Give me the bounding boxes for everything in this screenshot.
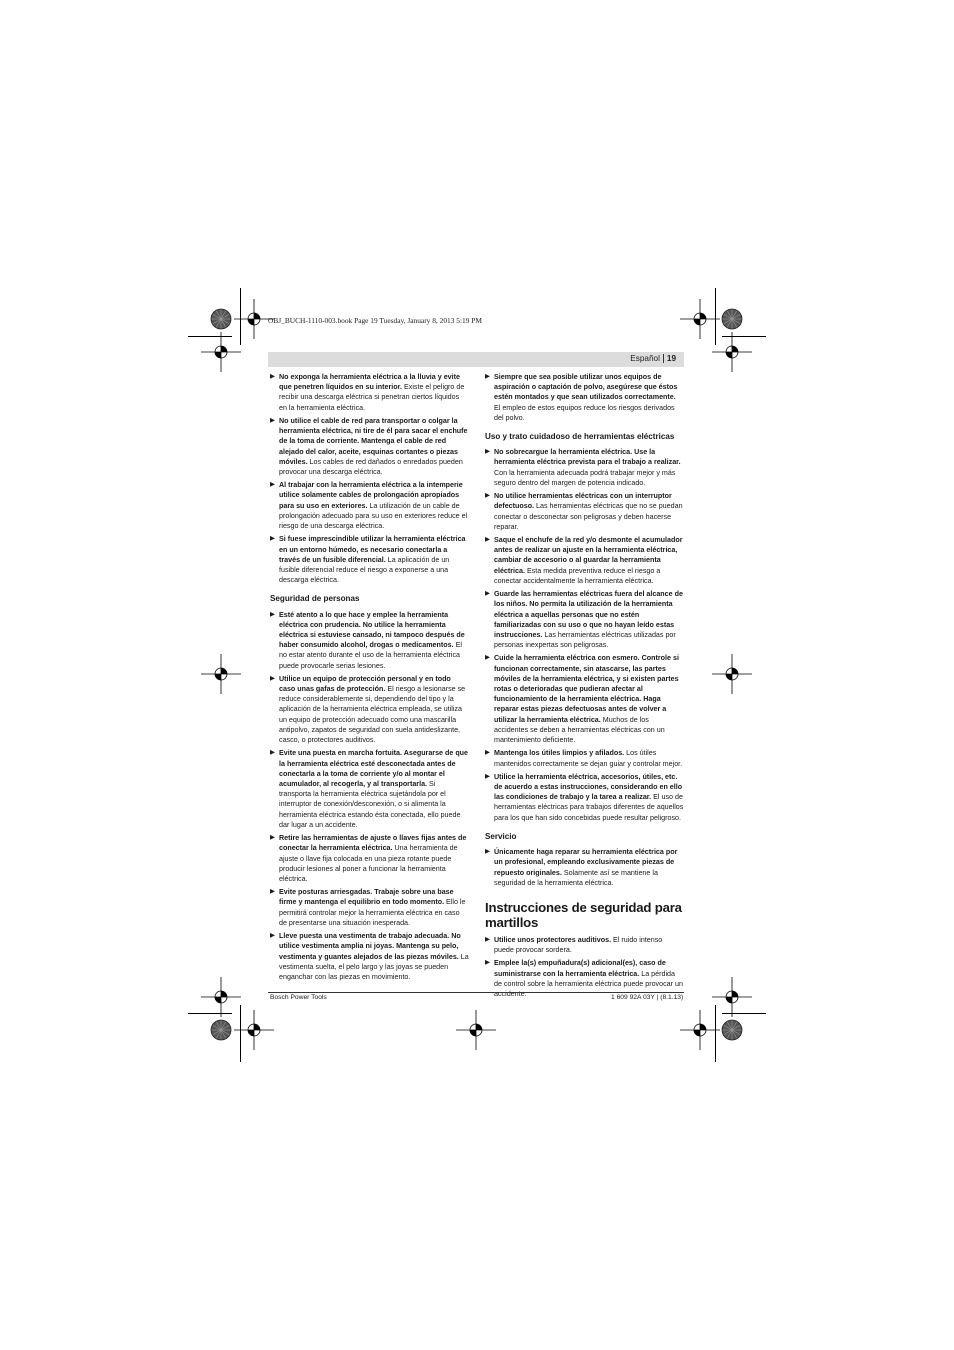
item-bold-text: Únicamente haga reparar su herramienta eléctrica por un profesional, empleando exclusivamente piezas de repuesto originales. <box>494 848 678 877</box>
list-item <box>485 535 684 586</box>
list-item <box>485 372 684 423</box>
bullet-arrow-icon: ▶ <box>270 535 275 543</box>
list-item <box>270 372 469 413</box>
item-bold-text: Evite posturas arriesgadas. Trabaje sobre una base firme y mantenga el equilibrio en todo momento. <box>279 888 454 907</box>
color-target-mark-icon <box>210 308 232 330</box>
item-text: El ruido intenso puede provocar sordera. <box>494 935 663 955</box>
item-text: Esta medida preventiva reduce el riesgo a conectar accidentalmente la herramienta eléctrica. <box>494 566 661 585</box>
bullet-arrow-icon: ▶ <box>485 848 490 856</box>
crosshair-mark-icon <box>201 654 241 694</box>
list-item <box>270 534 469 585</box>
bullet-arrow-icon: ▶ <box>270 481 275 489</box>
item-text: Las herramientas eléctricas utilizadas por personas inexpertas son peligrosas. <box>494 630 676 650</box>
trim-line <box>715 1005 716 1062</box>
item-text: Existe el peligro de recibir una descarga eléctrica si penetran ciertos líquidos en la herramienta eléctrica. <box>279 383 465 412</box>
item-bold-text: Utilice unos protectores auditivos. <box>494 935 612 944</box>
list-item <box>485 847 684 888</box>
item-text: Con la herramienta adecuada podrá trabajar mejor y más seguro dentro del margen de potencia indicado. <box>494 468 676 487</box>
item-bold-text: Esté atento a lo que hace y emplee la herramienta eléctrica con prudencia. No utilice la herramienta eléctrica si estuviese cansado, ni tampoco después de haber consumido alcohol, drogas o medicamentos. <box>279 610 465 650</box>
left-column <box>270 372 469 985</box>
right-list-a <box>485 372 684 423</box>
trim-line <box>240 288 241 345</box>
item-bold-text: Retire las herramientas de ajuste o llaves fijas antes de conectar la herramienta eléctrica. <box>279 834 467 853</box>
page-number: 19 <box>666 354 676 363</box>
item-text: Muchos de los accidentes se deben a herramientas eléctricas con un mantenimiento deficiente. <box>494 715 665 745</box>
item-bold-text: Al trabajar con la herramienta eléctrica a la intemperie utilice solamente cables de prolongación apropiados para su uso en exteriores. <box>279 481 463 510</box>
item-bold-text: Utilice un equipo de protección personal y en todo caso unas gafas de protección. <box>279 674 451 694</box>
right-column <box>485 372 684 1002</box>
color-target-mark-icon <box>721 308 743 330</box>
trim-line <box>715 288 716 345</box>
item-bold-text: Cuide la herramienta eléctrica con esmero. Controle si funcionan correctamente, sin atascarse, las partes móviles de la herramienta eléctrica, y si existen partes rotas o deterioradas que pudieran afectar al funcionamiento de la herramienta eléctrica. Haga reparar estas piezas defectuosas antes de volver a utilizar la herramienta eléctrica. <box>494 654 679 724</box>
item-text: Si transporta la herramienta eléctrica sujetándola por el interruptor de conexión/desconexión, o si alimenta la herramienta eléctrica estando ésta conectada, ello puede dar lugar a un accidente. <box>279 779 461 829</box>
color-target-mark-icon <box>721 1019 743 1041</box>
footer-left: Bosch Power Tools <box>270 994 327 1001</box>
footer-rule <box>268 992 684 993</box>
list-item <box>270 748 469 830</box>
list-item <box>270 833 469 884</box>
bullet-arrow-icon: ▶ <box>485 536 490 544</box>
bullet-arrow-icon: ▶ <box>485 772 490 780</box>
bullet-arrow-icon: ▶ <box>485 373 490 380</box>
list-item <box>485 653 684 745</box>
bullet-arrow-icon: ▶ <box>270 373 275 380</box>
bullet-arrow-icon: ▶ <box>270 932 275 940</box>
left-list-b <box>270 610 469 983</box>
header-language: Español <box>630 354 660 363</box>
page-header <box>268 352 684 367</box>
item-text: La utilización de un cable de prolongación adecuado para su uso en exteriores reduce el riesgo de una descarga eléctrica. <box>279 501 468 531</box>
item-bold-text: Siempre que sea posible utilizar unos equipos de aspiración o captación de polvo, asegúrese que éstos estén montados y que sean utilizados correctamente. <box>494 373 678 402</box>
crosshair-mark-icon <box>680 1010 720 1050</box>
item-bold-text: Emplee la(s) empuñadura(s) adicional(es), caso de suministrarse con la herramienta eléctrica. <box>494 959 666 978</box>
list-item <box>270 887 469 928</box>
bullet-arrow-icon: ▶ <box>485 590 490 598</box>
bullet-arrow-icon: ▶ <box>485 654 490 662</box>
left-list-a <box>270 372 469 585</box>
item-text: Los útiles mantenidos correctamente se dejan guiar y controlar mejor. <box>494 749 683 768</box>
bullet-arrow-icon: ▶ <box>270 610 275 618</box>
item-bold-text: Guarde las herramientas eléctricas fuera del alcance de los niños. No permita la utilización de la herramienta eléctrica a aquellas personas que no estén familiarizadas con su uso o que no hayan leído estas instrucciones. <box>494 590 683 639</box>
list-item <box>485 491 684 532</box>
right-list-c <box>485 847 684 888</box>
list-item <box>485 748 684 768</box>
footer-right: 1 609 92A 03Y | (8.1.13) <box>611 994 684 1001</box>
header-separator <box>663 354 664 363</box>
bullet-arrow-icon: ▶ <box>485 492 490 500</box>
list-item <box>485 935 684 955</box>
crosshair-mark-icon <box>712 332 752 372</box>
list-item <box>270 416 469 477</box>
list-item <box>485 447 684 488</box>
list-item <box>485 772 684 823</box>
bullet-arrow-icon: ▶ <box>485 749 490 757</box>
right-list-b <box>485 447 684 823</box>
trim-line <box>722 1013 766 1014</box>
heading-martillos: Instrucciones de seguridad para martillos <box>485 899 682 931</box>
item-bold-text: Evite una puesta en marcha fortuita. Asegurarse de que la herramienta eléctrica esté desconectada antes de conectarla a la toma de corriente y/o al montar el acumulador, al recogerla, y al transportarla. <box>279 749 469 788</box>
item-text: Solamente así se mantiene la seguridad de la herramienta eléctrica. <box>494 868 658 887</box>
bullet-arrow-icon: ▶ <box>485 959 490 967</box>
item-text: La aplicación de un fusible diferencial reduce el riesgo a exponerse a una descarga eléctrica. <box>279 555 450 585</box>
item-text: El riesgo a lesionarse se reduce considerablemente si, dependiendo del tipo y la aplicación de la herramienta eléctrica empleada, se utiliza un equipo de protección adecuado como una mascarilla antipolvo, zapatos de seguridad con suela antideslizante, casco, o protectores auditivos. <box>279 685 466 745</box>
bullet-arrow-icon: ▶ <box>485 935 490 943</box>
item-bold-text: Utilice la herramienta eléctrica, accesorios, útiles, etc. de acuerdo a estas instrucciones, considerando en ello las condiciones de trabajo y la tarea a realizar. <box>494 772 683 802</box>
item-bold-text: Lleve puesta una vestimenta de trabajo adecuada. No utilice vestimenta amplia ni joyas. Mantenga su pelo, vestimenta y guantes alejados de las piezas móviles. <box>279 932 461 961</box>
list-item <box>485 589 684 650</box>
trim-line <box>722 336 766 337</box>
item-text: La vestimenta suelta, el pelo largo y las joyas se pueden enganchar con las piezas en movimiento. <box>279 952 469 981</box>
crosshair-mark-icon <box>456 1010 496 1050</box>
crosshair-mark-icon <box>712 654 752 694</box>
item-text: El uso de herramientas eléctricas para trabajos diferentes de aquellos para los que han sido concebidas puede resultar peligroso. <box>494 793 684 822</box>
trim-line <box>240 1005 241 1062</box>
bullet-arrow-icon: ▶ <box>270 888 275 896</box>
list-item <box>270 674 469 745</box>
section-title-uso: Uso y trato cuidadoso de herramientas eléctricas <box>485 432 675 442</box>
print-info: OBJ_BUCH-1110-003.book Page 19 Tuesday, January 8, 2013 5:19 PM <box>268 316 482 325</box>
bullet-arrow-icon: ▶ <box>270 749 275 757</box>
item-text: El empleo de estos equipos reduce los riesgos derivados del polvo. <box>494 403 675 422</box>
item-text: Ello le permitirá controlar mejor la herramienta eléctrica en caso de presentarse una situación inesperada. <box>279 898 466 927</box>
right-list-d <box>485 935 684 999</box>
bullet-arrow-icon: ▶ <box>270 416 275 424</box>
bullet-arrow-icon: ▶ <box>270 674 275 682</box>
bullet-arrow-icon: ▶ <box>485 448 490 456</box>
color-target-mark-icon <box>210 1019 232 1041</box>
item-text: Los cables de red dañados o enredados pueden provocar una descarga eléctrica. <box>279 457 463 476</box>
bullet-arrow-icon: ▶ <box>270 834 275 842</box>
list-item <box>270 480 469 531</box>
section-title-personas: Seguridad de personas <box>270 594 360 604</box>
list-item <box>270 931 469 982</box>
item-bold-text: Si fuese imprescindible utilizar la herramienta eléctrica en un entorno húmedo, es necesario conectarla a través de un fusible diferencial. <box>279 535 466 564</box>
item-text: La pérdida de control sobre la herramienta eléctrica puede provocar un accidente. <box>494 969 683 999</box>
item-bold-text: Saque el enchufe de la red y/o desmonte el acumulador antes de realizar un ajuste en la herramienta eléctrica, cambiar de accesorio o al guardar la herramienta eléctrica. <box>494 536 683 575</box>
item-bold-text: No utilice el cable de red para transportar o colgar la herramienta eléctrica, ni tire de él para sacar el enchufe de la toma de corriente. Mantenga el cable de red alejado del calor, aceite, esquinas cortantes o piezas móviles. <box>279 416 468 466</box>
item-text: Una herramienta de ajuste o llave fija colocada en una pieza rotante puede producir lesiones al poner a funcionar la herramienta eléctrica. <box>279 844 458 883</box>
item-bold-text: No exponga la herramienta eléctrica a la lluvia y evite que penetren líquidos en su interior. <box>279 373 460 392</box>
item-bold-text: Mantenga los útiles limpios y afilados. <box>494 749 625 758</box>
trim-line <box>188 336 232 337</box>
section-title-servicio: Servicio <box>485 831 517 841</box>
list-item <box>270 610 469 671</box>
trim-line <box>188 1013 232 1014</box>
item-bold-text: No sobrecargue la herramienta eléctrica. Use la herramienta eléctrica prevista para el trabajo a realizar. <box>494 448 681 467</box>
item-text: Las herramientas eléctricas que no se puedan conectar o desconectar son peligrosas y deben hacerse reparar. <box>494 502 683 531</box>
item-bold-text: No utilice herramientas eléctricas con un interruptor defectuoso. <box>494 492 672 511</box>
crosshair-mark-icon <box>201 332 241 372</box>
item-text: El no estar atento durante el uso de la herramienta eléctrica puede provocarle serias lesiones. <box>279 641 462 670</box>
